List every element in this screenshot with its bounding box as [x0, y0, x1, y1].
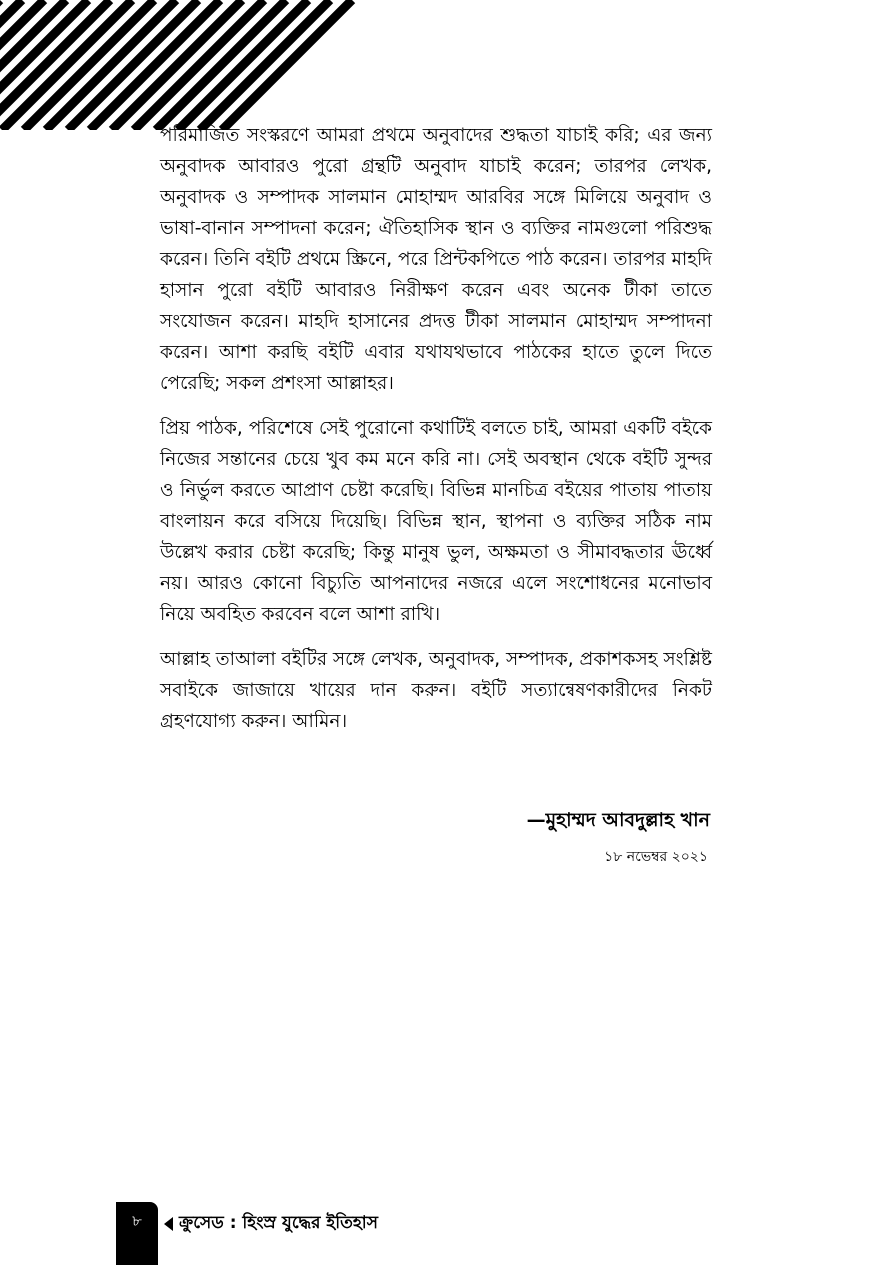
signature-name: —মুহাম্মদ আবদুল্লাহ খান	[526, 809, 710, 831]
corner-stripe-decoration	[0, 0, 370, 130]
body-text	[160, 120, 712, 751]
paragraph-revision: পরিমার্জিত সংস্করণে আমরা প্রথমে অনুবাদের শুদ্ধতা যাচাই করি; এর জন্য অনুবাদক আবারও পুরো গ্রন্থটি অনুবাদ যাচাই করেন; তারপর লেখক, অনুবাদক ও সম্পাদক সালমান মোহাম্মদ আরবির সঙ্গে মিলিয়ে অনুবাদ ও ভাষা-বানান সম্পাদনা করেন; ঐতিহাসিক স্থান ও ব্যক্তির নামগুলো পরিশুদ্ধ করেন। তিনি বইটি প্রথমে স্ক্রিনে, পরে প্রিন্টকপিতে পাঠ করেন। তারপর মাহদি হাসান পুরো বইটি আবারও নিরীক্ষণ করেন এবং অনেক টীকা তাতে সংযোজন করেন। মাহদি হাসানের প্রদত্ত টীকা সালমান মোহাম্মদ সম্পাদনা করেন। আশা করছি বইটি এবার যথাযথভাবে পাঠকের হাতে তুলে দিতে পেরেছি; সকল প্রশংসা আল্লাহর।	[160, 125, 712, 394]
page-footer	[116, 1202, 378, 1265]
signature-date: ১৮ নভেম্বর ২০২১	[604, 849, 708, 865]
arrow-left-icon	[164, 1217, 173, 1231]
paragraph-prayer: আল্লাহ তাআলা বইটির সঙ্গে লেখক, অনুবাদক, সম্পাদক, প্রকাশকসহ সংশ্লিষ্ট সবাইকে জাজায়ে খায়ের দান করুন। বইটি সত্যান্বেষণকারীদের নিকট গ্রহণযোগ্য করুন। আমিন।	[160, 649, 712, 732]
running-title: ক্রুসেড : হিংস্র যুদ্ধের ইতিহাস	[179, 1212, 378, 1233]
paragraph-reader-note: প্রিয় পাঠক, পরিশেষে সেই পুরোনো কথাটিই বলতে চাই, আমরা একটি বইকে নিজের সন্তানের চেয়ে খুব কম মনে করি না। সেই অবস্থান থেকে বইটি সুন্দর ও নির্ভুল করতে আপ্রাণ চেষ্টা করেছি। বিভিন্ন মানচিত্র বইয়ের পাতায় পাতায় বাংলায়ন করে বসিয়ে দিয়েছি। বিভিন্ন স্থান, স্থাপনা ও ব্যক্তির সঠিক নাম উল্লেখ করার চেষ্টা করেছি; কিন্তু মানুষ ভুল, অক্ষমতা ও সীমাবদ্ধতার ঊর্ধ্বে নয়। আরও কোনো বিচ্যুতি আপনাদের নজরে এলে সংশোধনের মনোভাব নিয়ে অবহিত করবেন বলে আশা রাখি।	[160, 418, 712, 625]
page-number: ৮	[116, 1202, 158, 1265]
